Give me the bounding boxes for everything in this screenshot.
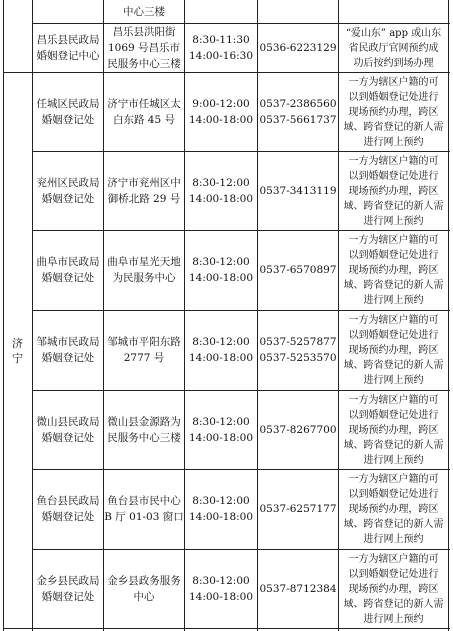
- office-name-cell: 金乡县民政局 婚姻登记处: [36, 575, 100, 603]
- hours-cell: 8:30-11:30 14:00-16:30: [188, 34, 254, 62]
- note-cell: 一方为辖区户籍的可 以到婚姻登记处进行 现场预约办理，跨区 域、跨省登记的新人需 进行网上预约: [343, 553, 444, 625]
- office-name-cell: 昌乐县民政局 婚姻登记中心: [36, 34, 100, 62]
- phone-cell: 0537-8712384: [259, 583, 337, 595]
- hours-cell: 8:30-12:00 14:00-18:00: [188, 495, 254, 523]
- hours-cell: 8:30-12:00 14:00-18:00: [188, 177, 254, 205]
- address-cell: 金乡县政务服务 中心: [107, 575, 181, 603]
- note-cell: 一方为辖区户籍的可 以到婚姻登记处进行 现场预约办理，跨区 域、跨省登记的新人需 进行网上预约: [343, 473, 444, 545]
- note-cell: 一方为辖区户籍的可 以到婚姻登记处进行 现场预约办理，跨区 域、跨省登记的新人需 进行网上预约: [343, 76, 444, 148]
- phone-cell: 0537-6570897: [259, 264, 337, 276]
- address-cell: 中心三楼: [123, 5, 165, 18]
- note-cell: 一方为辖区户籍的可 以到婚姻登记处进行 现场预约办理，跨区 域、跨省登记的新人需 进行网上预约: [343, 394, 444, 466]
- address-cell: 昌乐县洪阳街 1069 号昌乐市 民服务中心三楼: [107, 26, 181, 70]
- table-border-right: [448, 0, 449, 631]
- address-cell: 鱼台县市民中心 B 厅 01-03 窗口: [104, 495, 184, 523]
- office-name-cell: 鱼台县民政局 婚姻登记处: [36, 495, 100, 523]
- phone-cell: 0537-8267700: [259, 424, 337, 436]
- hours-cell: 8:30-12:00 14:00-18:00: [188, 416, 254, 444]
- note-cell: 一方为辖区户籍的可 以到婚姻登记处进行 现场预约办理，跨区 域、跨省登记的新人需 进行网上预约: [343, 234, 444, 306]
- region-label-jining: 济 宁: [12, 336, 23, 365]
- note-cell: 一方为辖区户籍的可 以到婚姻登记处进行 现场预约办理，跨区 域、跨省登记的新人需 进行网上预约: [343, 314, 444, 386]
- phone-cell: 0537-5257877 0537-5253570: [259, 336, 337, 364]
- hours-cell: 8:30-12:00 14:00-18:00: [188, 575, 254, 603]
- address-cell: 微山县金源路为 民服务中心三楼: [107, 416, 181, 444]
- office-name-cell: 微山县民政局 婚姻登记处: [36, 416, 100, 444]
- address-cell: 邹城市平阳东路 2777 号: [107, 336, 181, 364]
- address-cell: 济宁市任城区太 白东路 45 号: [107, 98, 181, 126]
- office-name-cell: 任城区民政局 婚姻登记处: [36, 98, 100, 126]
- address-cell: 曲阜市星光天地 为民服务中心: [107, 256, 181, 284]
- hours-cell: 8:30-12:00 14:00-18:00: [188, 256, 254, 284]
- hours-cell: 8:30-12:00 14:00-18:00: [188, 336, 254, 364]
- note-cell: “爱山东” app 或山东 省民政厅官网预约成 功后按约到场办理: [345, 27, 442, 69]
- phone-cell: 0537-2386560 0537-5661737: [259, 98, 337, 126]
- office-name-cell: 曲阜市民政局 婚姻登记处: [36, 256, 100, 284]
- hours-cell: 9:00-12:00 14:00-18:00: [188, 98, 254, 126]
- note-cell: 一方为辖区户籍的可 以到婚姻登记处进行 现场预约办理，跨区 域、跨省登记的新人需 进行网上预约: [343, 155, 444, 227]
- phone-cell: 0536-6223129: [259, 42, 337, 54]
- address-cell: 济宁市兖州区中 御桥北路 29 号: [107, 177, 181, 205]
- office-name-cell: 邹城市民政局 婚姻登记处: [36, 336, 100, 364]
- office-name-cell: 兖州区民政局 婚姻登记处: [36, 177, 100, 205]
- phone-cell: 0537-6257177: [259, 503, 337, 515]
- phone-cell: 0537-3413119: [259, 185, 337, 197]
- row-divider: [3, 628, 450, 629]
